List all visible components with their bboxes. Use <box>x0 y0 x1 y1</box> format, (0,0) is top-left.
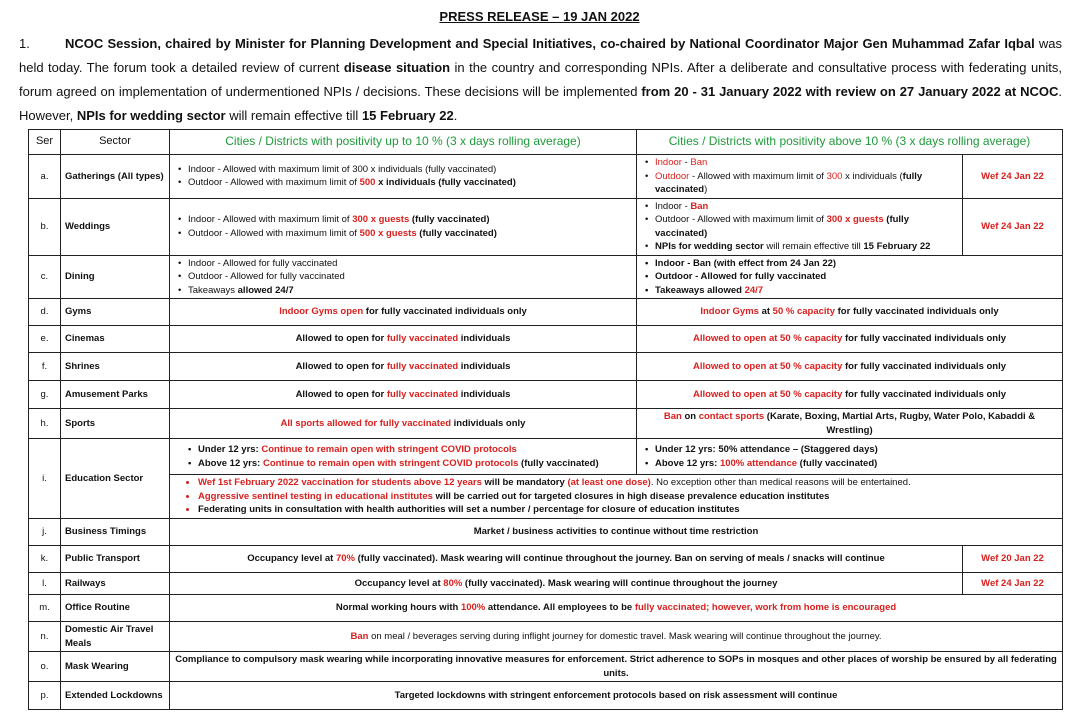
row-ser: f. <box>29 353 61 381</box>
row-sector: Gatherings (All types) <box>61 155 170 199</box>
table-row <box>29 198 1063 255</box>
list-item: • Under 12 yrs: Continue to remain open with stringent COVID protocols <box>198 443 632 457</box>
list-item: • Outdoor - Allowed with maximum limit of 300 x guests (fully vaccinated) <box>655 213 958 240</box>
intro-session: NCOC Session, chaired by Minister for Planning Development and Special Initiatives, co-chaired by National Coordinator Major Gen Muhammad Zafar Iqbal <box>65 36 1035 51</box>
row-high <box>637 198 963 255</box>
list-item: • Outdoor - Allowed with maximum limit of 300 x individuals (fully vaccinated) <box>655 170 958 197</box>
intro-paragraph <box>19 32 1062 128</box>
row-all: Market / business activities to continue without time restriction <box>170 519 1063 546</box>
intro-disease: disease situation <box>343 60 451 75</box>
row-ser: i. <box>29 439 61 519</box>
list-item: • Outdoor - Allowed with maximum limit of 500 x guests (fully vaccinated) <box>188 227 632 241</box>
paragraph-number: 1. <box>19 36 30 51</box>
row-sector: Amusement Parks <box>61 381 170 409</box>
row-low: Allowed to open for fully vaccinated individuals <box>170 353 637 381</box>
list-item: • Outdoor - Allowed for fully vaccinated <box>188 270 632 284</box>
list-item: • Above 12 yrs: 100% attendance (fully vaccinated) <box>655 457 1058 471</box>
row-low <box>170 198 637 255</box>
table-row <box>29 652 1063 682</box>
list-item: • Indoor - Ban (with effect from 24 Jan 22) <box>655 257 1058 271</box>
intro-text: in the country and corresponding NPIs. After a deliberate and consultative process with federating units, forum agreed on implementation of undermentioned NPIs / decisions. These decisions will be implemented <box>19 60 1063 99</box>
row-sector: Domestic Air Travel Meals <box>61 622 170 652</box>
intro-wedding: NPIs for wedding sector <box>76 108 226 123</box>
table-row <box>29 546 1063 573</box>
row-sector: Weddings <box>61 198 170 255</box>
list-item: • Federating units in consultation with health authorities will set a number / percentage for closure of education institutes <box>198 503 1058 517</box>
table-row <box>29 573 1063 595</box>
row-ser: o. <box>29 652 61 682</box>
list-item: • Aggressive sentinel testing in educational institutes will be carried out for targeted closures in high disease prevalence education institutes <box>198 490 1058 504</box>
row-all: Occupancy level at 80% (fully vaccinated). Mask wearing will continue throughout the journey <box>170 573 963 595</box>
list-item: • NPIs for wedding sector will remain effective till 15 February 22 <box>655 240 958 254</box>
row-wef: Wef 20 Jan 22 <box>963 546 1063 573</box>
table-row <box>29 155 1063 199</box>
list-item: • Indoor - Ban <box>655 156 958 170</box>
row-low <box>170 255 637 299</box>
row-ser: k. <box>29 546 61 573</box>
row-high: Allowed to open at 50 % capacity for fully vaccinated individuals only <box>637 326 1063 353</box>
row-low <box>170 439 637 475</box>
table-row <box>29 299 1063 326</box>
npi-table <box>28 129 1063 710</box>
list-item: • Wef 1st February 2022 vaccination for students above 12 years will be mandatory (at least one dose). No exception other than medical reasons will be entertained. <box>198 476 1058 490</box>
list-item: • Indoor - Ban <box>655 200 958 214</box>
list-item: • Outdoor - Allowed for fully vaccinated <box>655 270 1058 284</box>
row-high: Allowed to open at 50 % capacity for fully vaccinated individuals only <box>637 381 1063 409</box>
row-all: Occupancy level at 70% (fully vaccinated). Mask wearing will continue throughout the journey. Ban on serving of meals / snacks will continue <box>170 546 963 573</box>
table-row <box>29 682 1063 710</box>
row-sector: Shrines <box>61 353 170 381</box>
row-wef: Wef 24 Jan 22 <box>963 198 1063 255</box>
row-sector: Education Sector <box>61 439 170 519</box>
row-ser: l. <box>29 573 61 595</box>
row-ser: j. <box>29 519 61 546</box>
header-high-positivity: Cities / Districts with positivity above 10 % (3 x days rolling average) <box>637 130 1063 155</box>
table-row <box>29 353 1063 381</box>
list-item: • Takeaways allowed 24/7 <box>188 284 632 298</box>
row-ser: n. <box>29 622 61 652</box>
row-ser: g. <box>29 381 61 409</box>
table-row <box>29 439 1063 475</box>
row-high: Ban on contact sports (Karate, Boxing, Martial Arts, Rugby, Water Polo, Kabaddi & Wrestling) <box>637 409 1063 439</box>
row-all: Normal working hours with 100% attendance. All employees to be fully vaccinated; however, work from home is encouraged <box>170 595 1063 622</box>
row-ser: a. <box>29 155 61 199</box>
row-low: Allowed to open for fully vaccinated individuals <box>170 381 637 409</box>
header-sector: Sector <box>61 130 170 155</box>
row-sector: Dining <box>61 255 170 299</box>
row-all <box>170 475 1063 519</box>
row-sector: Gyms <box>61 299 170 326</box>
row-ser: p. <box>29 682 61 710</box>
row-high <box>637 439 1063 475</box>
row-wef: Wef 24 Jan 22 <box>963 573 1063 595</box>
intro-text: . <box>453 108 458 123</box>
row-high: Allowed to open at 50 % capacity for fully vaccinated individuals only <box>637 353 1063 381</box>
intro-feb: 15 February 22 <box>361 108 454 123</box>
list-item: • Indoor - Allowed with maximum limit of 300 x individuals (fully vaccinated) <box>188 163 632 177</box>
table-row <box>29 622 1063 652</box>
list-item: • Under 12 yrs: 50% attendance – (Staggered days) <box>655 443 1058 457</box>
row-ser: m. <box>29 595 61 622</box>
page-title: PRESS RELEASE – 19 JAN 2022 <box>439 9 640 24</box>
table-row <box>29 326 1063 353</box>
row-low: Allowed to open for fully vaccinated individuals <box>170 326 637 353</box>
row-ser: b. <box>29 198 61 255</box>
intro-text: . However, <box>19 84 1063 123</box>
row-low: Indoor Gyms open for fully vaccinated individuals only <box>170 299 637 326</box>
row-high <box>637 155 963 199</box>
row-wef: Wef 24 Jan 22 <box>963 155 1063 199</box>
row-ser: c. <box>29 255 61 299</box>
table-header-row <box>29 130 1063 155</box>
row-high <box>637 255 1063 299</box>
intro-text: was held today. The forum took a detailed review of current <box>19 36 1063 75</box>
row-sector: Cinemas <box>61 326 170 353</box>
row-ser: e. <box>29 326 61 353</box>
table-row <box>29 409 1063 439</box>
table-row <box>29 475 1063 519</box>
row-sector: Mask Wearing <box>61 652 170 682</box>
table-row <box>29 519 1063 546</box>
row-sector: Public Transport <box>61 546 170 573</box>
list-item: • Indoor - Allowed with maximum limit of 300 x guests (fully vaccinated) <box>188 213 632 227</box>
row-high: Indoor Gyms at 50 % capacity for fully vaccinated individuals only <box>637 299 1063 326</box>
intro-dates: from 20 - 31 January 2022 with review on 27 January 2022 at NCOC <box>641 84 1059 99</box>
row-all: Compliance to compulsory mask wearing while incorporating innovative measures for enforcement. Strict adherence to SOPs in mosques and other places of worship be ensured by all federating units. <box>170 652 1063 682</box>
row-sector: Extended Lockdowns <box>61 682 170 710</box>
row-sector: Business Timings <box>61 519 170 546</box>
table-row <box>29 381 1063 409</box>
row-all: Ban on meal / beverages serving during inflight journey for domestic travel. Mask wearing will continue throughout the journey. <box>170 622 1063 652</box>
row-low <box>170 155 637 199</box>
header-ser: Ser <box>29 130 61 155</box>
row-sector: Railways <box>61 573 170 595</box>
header-low-positivity: Cities / Districts with positivity up to 10 % (3 x days rolling average) <box>170 130 637 155</box>
list-item: • Takeaways allowed 24/7 <box>655 284 1058 298</box>
row-ser: h. <box>29 409 61 439</box>
row-ser: d. <box>29 299 61 326</box>
list-item: • Outdoor - Allowed with maximum limit of 500 x individuals (fully vaccinated) <box>188 176 632 190</box>
table-row <box>29 255 1063 299</box>
row-low: All sports allowed for fully vaccinated individuals only <box>170 409 637 439</box>
table-row <box>29 595 1063 622</box>
list-item: • Above 12 yrs: Continue to remain open with stringent COVID protocols (fully vaccinated) <box>198 457 632 471</box>
row-sector: Sports <box>61 409 170 439</box>
intro-text: will remain effective till <box>225 108 362 123</box>
list-item: • Indoor - Allowed for fully vaccinated <box>188 257 632 271</box>
row-all: Targeted lockdowns with stringent enforcement protocols based on risk assessment will continue <box>170 682 1063 710</box>
row-sector: Office Routine <box>61 595 170 622</box>
